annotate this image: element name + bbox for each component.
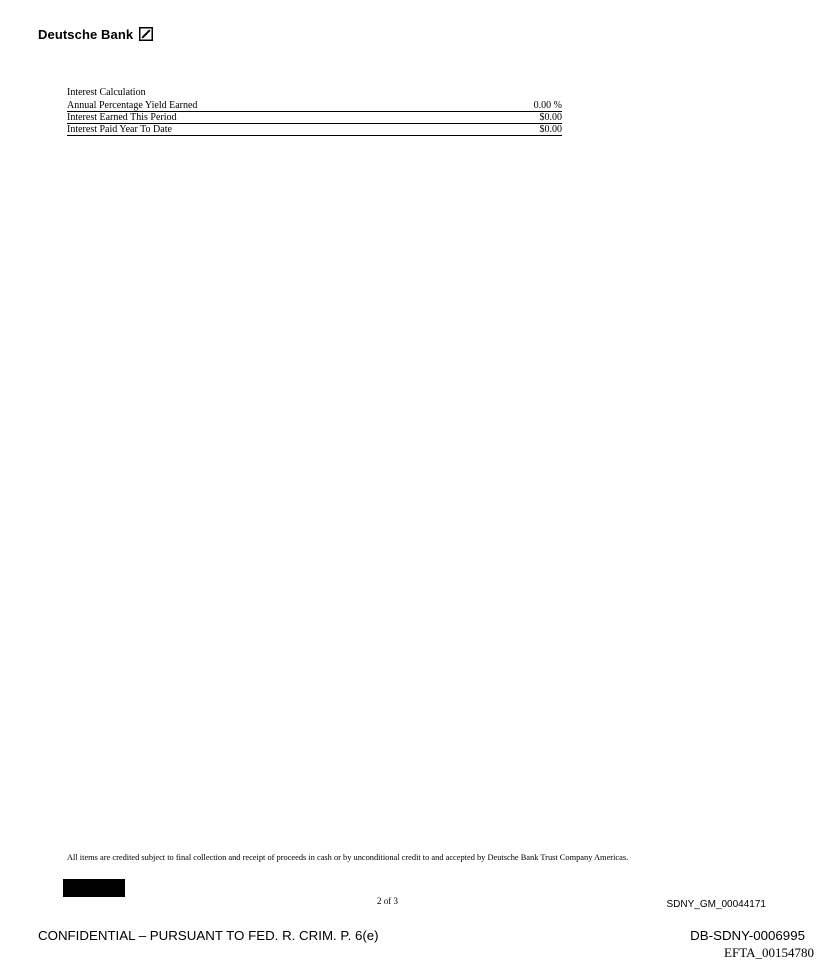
interest-calculation-title: Interest Calculation xyxy=(67,87,146,98)
redaction-block xyxy=(63,879,125,897)
bates-number-db: DB-SDNY-0006995 xyxy=(690,928,805,943)
interest-row-apy xyxy=(67,100,562,112)
interest-row-label: Interest Paid Year To Date xyxy=(67,124,172,135)
page-number: 2 of 3 xyxy=(377,896,398,906)
bates-number-gm: SDNY_GM_00044171 xyxy=(666,899,766,910)
interest-row-value: $0.00 xyxy=(539,124,562,135)
interest-row-label: Annual Percentage Yield Earned xyxy=(67,100,198,111)
bank-logo xyxy=(38,27,153,42)
confidential-notice: CONFIDENTIAL – PURSUANT TO FED. R. CRIM. P. 6(e) xyxy=(38,928,379,943)
efta-number: EFTA_00154780 xyxy=(724,945,814,960)
bank-name: Deutsche Bank xyxy=(38,27,134,42)
interest-row-earned-period xyxy=(67,112,562,124)
interest-calculation-section xyxy=(67,87,562,136)
interest-row-value: $0.00 xyxy=(539,112,562,123)
interest-row-label: Interest Earned This Period xyxy=(67,112,177,123)
disclaimer-text: All items are credited subject to final collection and receipt of proceeds in cash or by unconditional credit to and accepted by Deutsche Bank Trust Company Americas. xyxy=(67,853,629,862)
interest-row-value: 0.00 % xyxy=(533,100,562,111)
deutsche-bank-logo-icon xyxy=(139,27,153,41)
interest-row-paid-ytd xyxy=(67,124,562,136)
